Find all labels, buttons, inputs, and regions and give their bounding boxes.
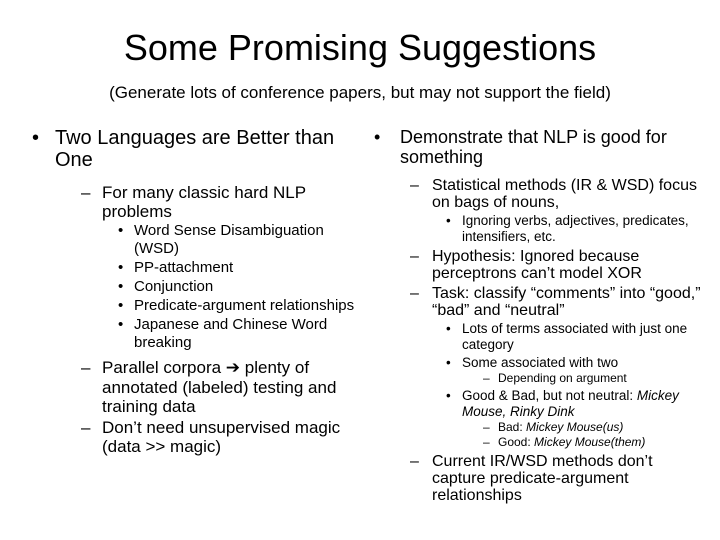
list-item-text: Some associated with two: [462, 355, 619, 370]
bullet-dot: •: [446, 321, 451, 336]
right-sub-text: Hypothesis: Ignored because perceptrons can’t model XOR: [432, 248, 642, 282]
bullet-dash: –: [483, 371, 490, 385]
left-sub-text-b: plenty of annotated (labeled) testing and training data: [102, 358, 337, 416]
bullet-dot: •: [118, 297, 124, 314]
right-sub-text: Task: classify “comments” into “good,” “bad” and “neutral”: [432, 285, 701, 319]
list-item-text: Conjunction: [134, 278, 214, 295]
bullet-dash: –: [410, 453, 419, 470]
list-item-text: Lots of terms associated with just one category: [462, 321, 688, 352]
left-bullet-text: Two Languages are Better than One: [55, 127, 335, 171]
list-item: [370, 321, 710, 353]
good-arg: them: [614, 435, 642, 449]
bullet-dash: –: [483, 435, 490, 449]
good-label: Good:: [498, 435, 531, 449]
bullet-dot: •: [446, 388, 451, 403]
list-item-text: Predicate-argument relationships: [134, 297, 355, 314]
left-sub-item: [28, 418, 358, 456]
bullet-dash: –: [483, 420, 490, 434]
bullet-dash: –: [81, 418, 91, 437]
list-subitem: [370, 371, 710, 386]
list-item: [370, 355, 710, 371]
left-bullet: [28, 127, 358, 171]
bullet-dot: •: [374, 127, 381, 147]
right-sub-text: Statistical methods (IR & WSD) focus on bags of nouns,: [432, 177, 697, 211]
list-item-text: Good & Bad, but not neutral:: [462, 388, 634, 403]
bullet-dot: •: [446, 213, 451, 228]
list-item: [370, 388, 710, 420]
good-close: ): [641, 435, 646, 449]
bullet-dash: –: [410, 248, 419, 265]
list-item: [28, 259, 358, 277]
bullet-dash: –: [410, 177, 419, 194]
left-sub-text: Don’t need unsupervised magic (data >> magic): [102, 418, 341, 456]
list-subitem: [370, 420, 710, 435]
arrow-right-icon: ➔: [225, 358, 241, 378]
list-item-italic: Mickey Mouse, Rinky Dink: [462, 388, 679, 419]
right-sub-item: [370, 285, 710, 319]
list-item-text: Word Sense Disambiguation (WSD): [134, 222, 324, 257]
bullet-dot: •: [32, 127, 40, 149]
bad-arg: us: [606, 420, 620, 434]
right-sub-item: [370, 453, 710, 504]
bad-close: ): [619, 420, 624, 434]
bad-name: Mickey Mouse(: [526, 420, 607, 434]
bullet-dot: •: [118, 259, 124, 276]
left-sub-item: [28, 358, 358, 416]
list-item-text: PP-attachment: [134, 259, 234, 276]
right-bullet: [370, 127, 710, 167]
bullet-dash: –: [81, 358, 91, 377]
list-item: [28, 222, 358, 258]
list-item: [28, 297, 358, 315]
slide-subtitle: (Generate lots of conference papers, but may not support the field): [109, 83, 611, 102]
left-column: [28, 127, 358, 456]
list-subitem: [370, 435, 710, 450]
right-bullet-text: Demonstrate that NLP is good for something: [400, 127, 667, 167]
right-sub-text: Current IR/WSD methods don’t capture predicate-argument relationships: [432, 453, 653, 504]
list-subitem-text: Depending on argument: [498, 371, 627, 385]
list-item-text: Ignoring verbs, adjectives, predicates, intensifiers, etc.: [462, 213, 689, 244]
list-item: [28, 316, 358, 352]
right-sub-item: [370, 248, 710, 282]
right-column: [370, 127, 710, 504]
bullet-dot: •: [118, 278, 124, 295]
left-sub-item: [28, 183, 358, 221]
good-name: Mickey Mouse(: [534, 435, 615, 449]
bullet-dot: •: [446, 355, 451, 370]
left-sub-text: For many classic hard NLP problems: [102, 183, 306, 221]
right-sub-item: [370, 177, 710, 211]
bad-label: Bad:: [498, 420, 523, 434]
list-item: [370, 213, 710, 245]
bullet-dash: –: [81, 183, 91, 202]
list-item-text: Japanese and Chinese Word breaking: [134, 316, 328, 351]
left-sub-text-a: Parallel corpora: [102, 358, 222, 377]
bullet-dash: –: [410, 285, 419, 302]
bullet-dot: •: [118, 316, 124, 333]
slide-title: Some Promising Suggestions: [123, 27, 597, 68]
bullet-dot: •: [118, 222, 124, 239]
list-item: [28, 278, 358, 296]
